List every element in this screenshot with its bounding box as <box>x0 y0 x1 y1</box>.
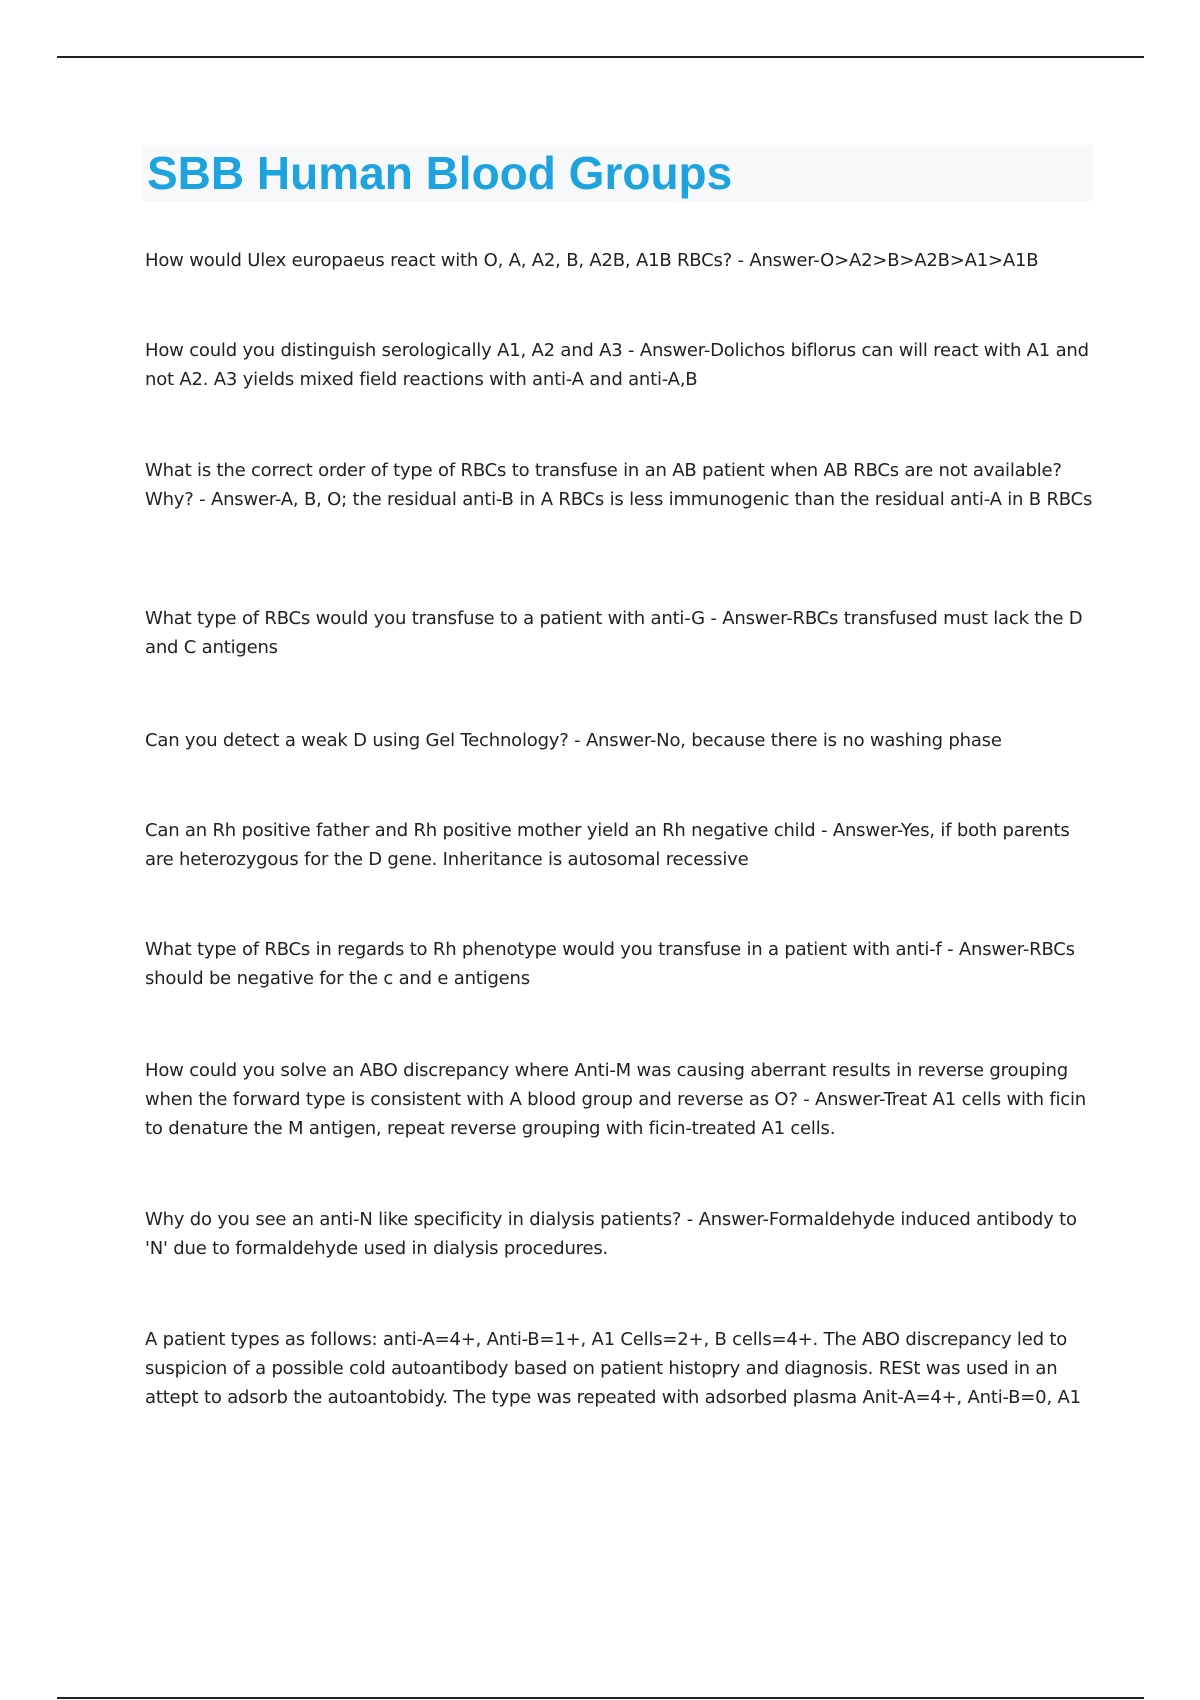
document-title: SBB Human Blood Groups <box>147 147 733 199</box>
qa-entry-2: How could you distinguish serologically A1, A2 and A3 - Answer-Dolichos biflorus can will react with A1 and not A2. A3 yields mixed field reactions with anti-A and anti-A,B <box>145 340 1089 390</box>
top-rule <box>57 56 1144 58</box>
qa-entry-1: How would Ulex europaeus react with O, A, A2, B, A2B, A1B RBCs? - Answer-O>A2>B>A2B>A1>A1B <box>145 250 1039 271</box>
title-banner <box>143 145 1093 201</box>
qa-entry-8: How could you solve an ABO discrepancy where Anti-M was causing aberrant results in reverse grouping when the forward type is consistent with A blood group and reverse as O? - Answer-Treat A1 cells with ficin to denature the M antigen, repeat reverse grouping with ficin-treated A1 cells. <box>145 1060 1086 1139</box>
qa-entry-6: Can an Rh positive father and Rh positive mother yield an Rh negative child - Answer-Yes, if both parents are heterozygous for the D gene. Inheritance is autosomal recessive <box>145 820 1070 870</box>
qa-entry-5: Can you detect a weak D using Gel Technology? - Answer-No, because there is no washing phase <box>145 730 1002 751</box>
qa-entry-10: A patient types as follows: anti-A=4+, Anti-B=1+, A1 Cells=2+, B cells=4+. The ABO discrepancy led to suspicion of a possible cold autoantibody based on patient histopry and diagnosis. RESt was used in an attept to adsorb the autoantobidy. The type was repeated with adsorbed plasma Anit-A=4+, Anti-B=0, A1 <box>145 1329 1081 1408</box>
qa-entry-4: What type of RBCs would you transfuse to a patient with anti-G - Answer-RBCs transfused must lack the D and C antigens <box>145 608 1083 658</box>
qa-entry-3: What is the correct order of type of RBCs to transfuse in an AB patient when AB RBCs are not available? Why? - Answer-A, B, O; the residual anti-B in A RBCs is less immunogenic than the residual anti-A in B RBCs <box>145 460 1093 510</box>
bottom-rule <box>57 1697 1144 1699</box>
qa-entry-9: Why do you see an anti-N like specificity in dialysis patients? - Answer-Formaldehyde induced antibody to 'N' due to formaldehyde used in dialysis procedures. <box>145 1209 1077 1259</box>
qa-entry-7: What type of RBCs in regards to Rh phenotype would you transfuse in a patient with anti-f - Answer-RBCs should be negative for the c and e antigens <box>145 939 1075 989</box>
